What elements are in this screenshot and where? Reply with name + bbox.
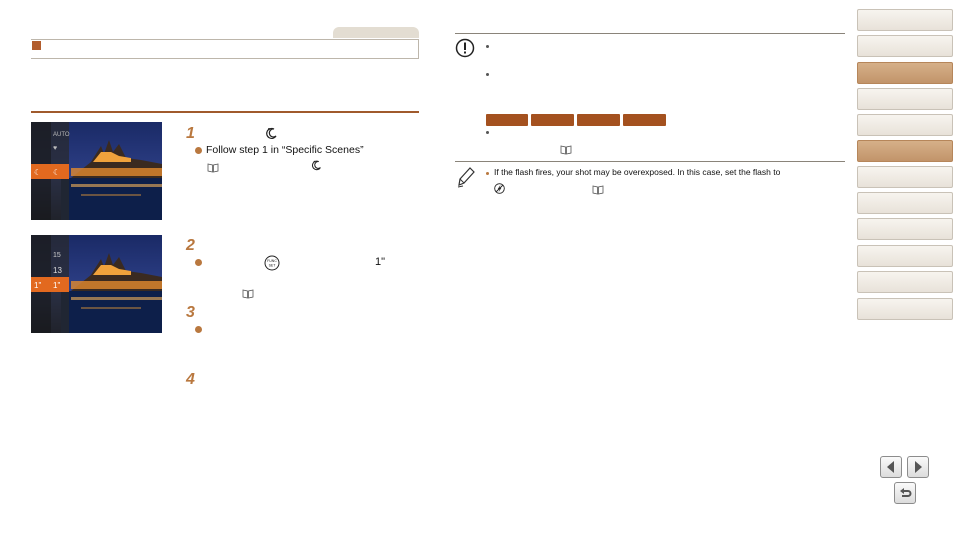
mode-button-1: [486, 114, 528, 126]
caution-bullet-2: [486, 73, 489, 76]
section-title-bar: [31, 39, 419, 59]
step-3-bullet-dot: [195, 326, 202, 333]
step-2-number: 2: [186, 237, 195, 254]
flash-off-icon: [494, 181, 505, 199]
svg-text:☾: ☾: [53, 168, 61, 177]
note-top-rule: [455, 161, 845, 162]
nav-button-12[interactable]: [857, 298, 953, 320]
section-bullet: [32, 41, 41, 50]
nav-button-2[interactable]: [857, 35, 953, 57]
svg-text:FUNC: FUNC: [267, 259, 277, 263]
svg-text:♥: ♥: [53, 145, 58, 152]
step-4-number: 4: [186, 371, 195, 388]
svg-text:SET: SET: [268, 263, 276, 268]
mode-button-2: [531, 114, 574, 126]
long-shutter-mode-icon: [265, 126, 279, 145]
svg-text:15: 15: [53, 252, 61, 259]
long-shutter-mode-icon-inline: [311, 158, 323, 176]
svg-text:13: 13: [53, 266, 62, 275]
next-page-icon: [908, 457, 928, 477]
book-reference-icon[interactable]: [207, 160, 219, 178]
prev-page-icon: [881, 457, 901, 477]
svg-text:☾: ☾: [34, 168, 42, 177]
nav-button-11[interactable]: [857, 271, 953, 293]
step-1-bullet-text: Follow step 1 in “Specific Scenes”: [206, 144, 364, 156]
book-reference-icon[interactable]: [592, 182, 604, 200]
book-reference-icon[interactable]: [560, 142, 572, 160]
nav-button-10[interactable]: [857, 245, 953, 267]
nav-button-9[interactable]: [857, 218, 953, 240]
step-3-number: 3: [186, 304, 195, 321]
mode-bullet: [486, 131, 489, 134]
caution-bullet-1: [486, 45, 489, 48]
func-set-button-icon: [264, 255, 280, 276]
caution-icon: [455, 38, 475, 58]
camera-screen-photo-2: [31, 235, 162, 333]
svg-text:1": 1": [53, 281, 61, 290]
step-2-bullet-dot: [195, 259, 202, 266]
pencil-note-icon: [455, 165, 477, 194]
nav-button-3[interactable]: [857, 62, 953, 84]
next-page-button[interactable]: [907, 456, 929, 478]
nav-button-8[interactable]: [857, 192, 953, 214]
step-2-shutter-value: 1": [375, 256, 386, 268]
mode-button-4: [623, 114, 666, 126]
return-icon: [895, 483, 915, 503]
camera-screen-photo-1: [31, 122, 162, 220]
note-bullet: [486, 172, 489, 175]
nav-button-1[interactable]: [857, 9, 953, 31]
nav-button-4[interactable]: [857, 88, 953, 110]
nav-button-5[interactable]: [857, 114, 953, 136]
nav-button-7[interactable]: [857, 166, 953, 188]
note-text: If the flash fires, your shot may be overexposed. In this case, set the flash to: [494, 167, 781, 177]
caution-top-rule: [455, 33, 845, 34]
mode-button-3: [577, 114, 620, 126]
svg-text:AUTO: AUTO: [53, 132, 70, 138]
return-button[interactable]: [894, 482, 916, 504]
section-divider: [31, 111, 419, 113]
step-1-number: 1: [186, 125, 195, 142]
prev-page-button[interactable]: [880, 456, 902, 478]
step-1-bullet-dot: [195, 147, 202, 154]
svg-text:1": 1": [34, 281, 42, 290]
chapter-tab: [333, 27, 419, 38]
book-reference-icon[interactable]: [242, 286, 254, 304]
nav-button-6[interactable]: [857, 140, 953, 162]
